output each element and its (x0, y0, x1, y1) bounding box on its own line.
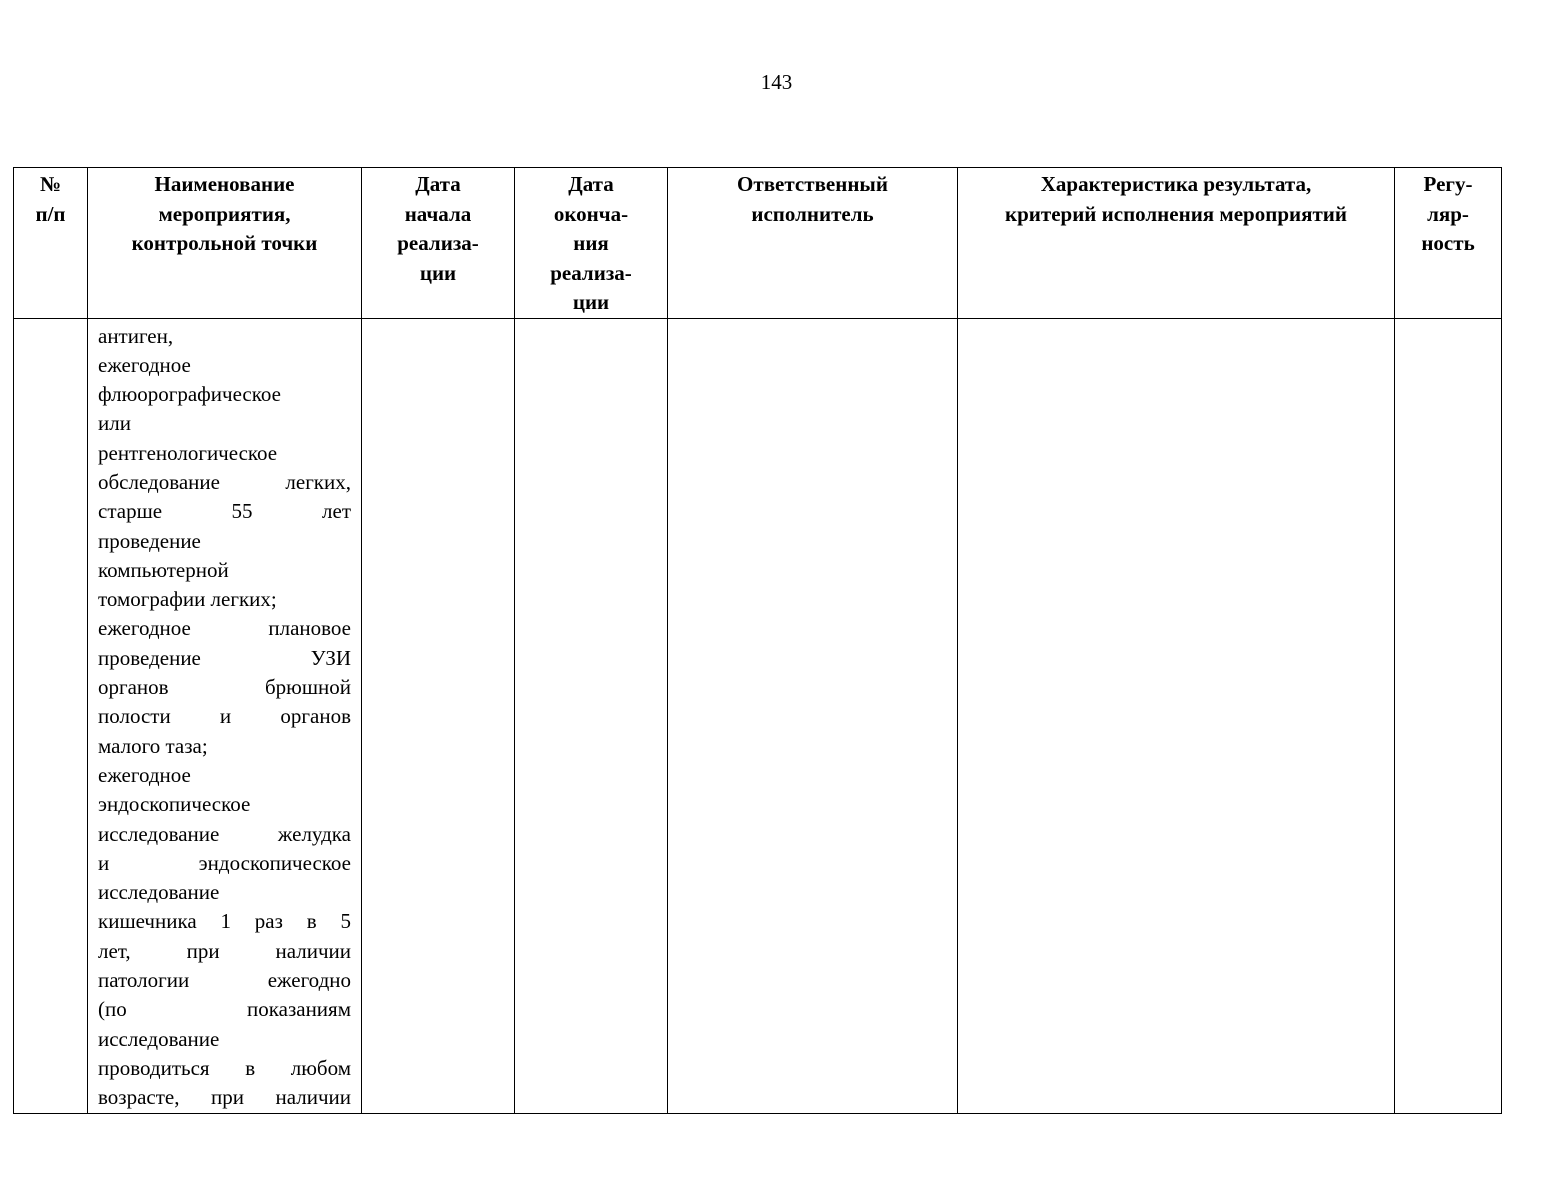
header-line: Дата (568, 172, 614, 196)
header-line: начала (404, 201, 472, 226)
header-line: п/п (35, 201, 66, 226)
description-line: ежегодное (98, 762, 191, 787)
cell-num (14, 318, 88, 1113)
header-line: оконча- (553, 201, 629, 226)
description-line: кишечника 1 раз в 5 (98, 909, 351, 934)
description-line: томографии легких; (98, 587, 277, 612)
table-header-row (14, 168, 1502, 319)
cell-regularity (1395, 318, 1502, 1113)
description-line: ежегодное плановое (98, 616, 351, 641)
cell-name (88, 318, 362, 1113)
header-line: реализа- (397, 231, 479, 255)
header-name (88, 168, 362, 319)
header-reg (1395, 168, 1502, 319)
header-num (14, 168, 88, 319)
description-line: старше 55 лет (98, 499, 351, 524)
description-line: лет, при наличии (98, 938, 351, 963)
description-line: малого таза; (98, 733, 208, 758)
description-line: проведение УЗИ (98, 645, 351, 670)
header-resp (668, 168, 958, 319)
header-line: Ответственный (737, 172, 888, 196)
header-line: Наименование (154, 172, 295, 196)
header-line: ность (1421, 231, 1475, 255)
description-line: рентгенологическое (98, 440, 278, 465)
cell-responsible (668, 318, 958, 1113)
header-line: критерий исполнения мероприятий (1005, 201, 1347, 226)
header-line: ляр- (1427, 201, 1469, 226)
description-line: ежегодное (98, 352, 191, 377)
header-line: Регу- (1423, 172, 1473, 196)
cell-end-date (515, 318, 668, 1113)
description-line: исследование желудка (98, 821, 351, 846)
header-line: контрольной точки (131, 231, 318, 255)
table-row (14, 318, 1502, 1113)
description-line: эндоскопическое (98, 792, 251, 817)
header-line: Характеристика результата, (1040, 172, 1312, 196)
header-line: реализа- (550, 260, 632, 285)
cell-result (958, 318, 1395, 1113)
description-line: и эндоскопическое (98, 850, 351, 875)
header-line: мероприятия, (158, 201, 291, 226)
description-line: обследование легких, (98, 469, 351, 494)
description-line: флюорографическое (98, 382, 281, 407)
header-line: исполнитель (751, 201, 874, 226)
header-line: ции (419, 260, 457, 285)
description-line: проведение (98, 528, 201, 553)
description-line: органов брюшной (98, 675, 351, 700)
description-line: исследование (98, 1026, 220, 1051)
description-line: полости и органов (98, 704, 351, 729)
page-number: 143 (760, 70, 793, 94)
cell-start-date (362, 318, 515, 1113)
header-line: ния (573, 231, 609, 255)
header-start (362, 168, 515, 319)
header-line: ции (572, 290, 610, 314)
description-line: компьютерной (98, 557, 229, 582)
description-line: (по показаниям (98, 997, 351, 1022)
description-line: исследование (98, 880, 220, 905)
header-end (515, 168, 668, 319)
header-line: № (39, 172, 62, 196)
description-line: возрасте, при наличии (98, 1085, 351, 1110)
plan-table (13, 167, 1502, 1114)
description-line: или (98, 411, 131, 436)
header-result (958, 168, 1395, 319)
description-line: проводиться в любом (98, 1055, 351, 1080)
description-line: антиген, (98, 323, 174, 348)
header-line: Дата (415, 172, 461, 196)
description-line: патологии ежегодно (98, 968, 351, 993)
